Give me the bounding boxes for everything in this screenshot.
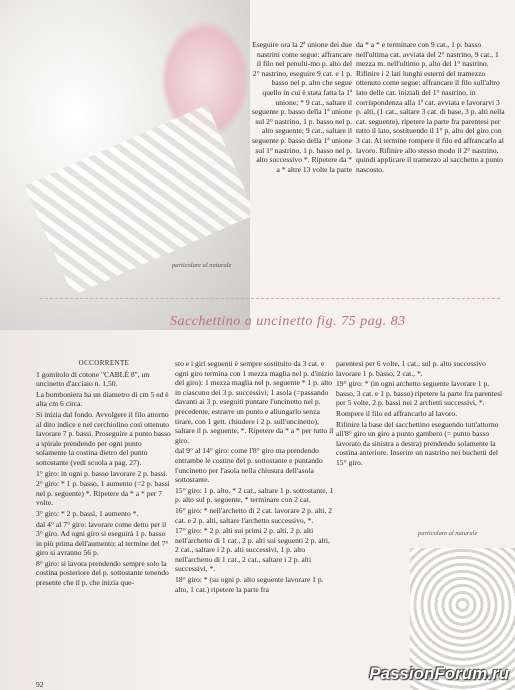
- paragraph: 15° giro: 1 p. alto, * 2 cat., saltare 1 p. sottostante, 1 p. alto sul p. seguente, * terminare con 2 cat.: [175, 485, 334, 505]
- sachet-photo-top: [0, 0, 250, 330]
- paragraph: parentesi per 6 volte, 1 cat., sul p. alto successivo lavorare 1 p. basso, 2 cat., *.: [336, 359, 486, 378]
- page-number: 92: [36, 680, 44, 689]
- paragraph: sto e i giri seguenti è sempre sostituito da 3 cat. e ogni giro termina con 1 mezza maglia nel p. d'inizio del giro): 1 mezza maglia nel p. seguente * 1 p. alto in ciascuno dei 3 p. successivi; 1 asola (=passando davanti ai 3 p. eseguiti puntare l'uncinetto nel p. precedente, estrarre un punto e allungarlo senza tirare, con 1 gett. chiudere i 2 p. sull'uncinetto), saltare il p. seguente, *. Ripetere da * a * per tutto il giro.: [175, 359, 334, 445]
- top-col-b-para: da * a * e terminare con 9 cat., 1 p. basso nell'ultima cat. avviata del 2° nastrino, 9 cat., 1 mezza m. nell'ultimo p. alto del 1° nastrino. Rifinire i 2 lati lunghi esterni del tramezzo ottenuto come segue: affrancare il filo sull'altro lato delle cat. iniziali del 1° nastrino, in corrispondenza alla 1ª cat. avviata e lavorarvi 3 p. alti, (1 cat., saltare 3 cat. di base, 3 p. alti nella cat. seguente), ripetere la parte fra parentesi per tutto il lato, sostituendo il 1° p. alto del giro con 3 cat. Al termine rompere il filo ed affrancarlo al lavoro. Rifinire allo stesso modo il 2° nastrino, quindi applicare il tramezzo al sacchetto a punto nascosto.: [356, 40, 505, 174]
- paragraph: 19° giro: * (in ogni archetto seguente lavorare 1 p. basso, 3 cat. e 1 p. basso) ripetere la parte fra parentesi per 5 volte, 2 p. bassi nei 2 archetti successivi, *.: [336, 379, 503, 408]
- caption-bottom: particolare al naturale: [418, 530, 478, 537]
- paragraph: 1 gomitolo di cotone "CABLÉ 8", un uncinetto d'acciaio n. 1,50.: [36, 369, 150, 389]
- paragraph: 1° giro: in ogni p. basso lavorare 2 p. bassi.: [36, 468, 168, 478]
- materials-heading: OCCORRENTE: [78, 359, 130, 367]
- paragraph: dal 9° al 14° giro: come l'8° giro ma prendendo entrambe le costine del p. sottostante e puntando l'uncinetto per l'asola nella chiusura dell'asola sottostante.: [175, 446, 323, 485]
- paragraph: Rompere il filo ed affrancarlo al lavoro.: [336, 408, 458, 418]
- text-column-3: [336, 359, 504, 469]
- section-title: Sacchettino a uncinetto fig. 75 pag. 83: [170, 314, 406, 329]
- paragraph: 16° giro: * nell'archetto di 2 cat. lavorare 2 p. alti, 2 cat. e 2 p. alti, saltare l'archetto successivo, *.: [175, 505, 333, 525]
- paragraph: 18° giro: * (su ogni p. alto seguente lavorare 1 p. alto, 1 cat.) ripetere la parte fra: [175, 575, 324, 594]
- paragraph: dal 4° al 7° giro: lavorare come detto per il 3° giro. Ad ogni giro si eseguirà 1 p. basso in più prima dell'aumento; al termine del 7° giro si avranno 56 p.: [36, 519, 169, 558]
- paragraph: 17° giro: * 2 p. alti sui primi 2 p. alti, 2 p. alti nell'archetto di 1 cat., 2 p. alti sui seguenti 2 p. alti, 2 cat., saltare i 2 p. alti successivi, 1 p. alto nell'archetto di 1 cat., 2 cat., saltare i 2 p. alti successivi, *.: [175, 526, 330, 574]
- text-column-1: [36, 359, 172, 589]
- top-text-col-a: [252, 40, 352, 175]
- paragraph: 3° giro: * 2 p. bassi, 1 aumento *.: [36, 508, 139, 518]
- top-col-a-para: Eseguire ora la 2ª unione dei due nastrini come segue: affrancare il filo nel penulti-mo p. alto del 2° nastrino, eseguire 9 cat. e 1 p. basso nel p. alto che segue quello in cui è stata fatta la 1ª unione; * 9 cat., saltare il seguente p. basso della 1ª unione sul 2° nastrino, 1 p. basso nel p. alto seguente; 9 cat., saltare il seguente p. basso della 1ª unione sul 1° nastrino, 1 p. basso nel p. alto successivo *. Ripetere da * a * altre 13 volte la parte: [252, 40, 352, 174]
- top-text-col-b: [356, 40, 506, 175]
- caption-top: particolare al naturale: [172, 262, 232, 269]
- paragraph: 2° giro: * 1 p. basso, 1 aumento (=2 p. bassi nel p. seguente) *. Ripetere da * a * per 7 volte.: [36, 479, 170, 508]
- text-column-2: [175, 359, 335, 595]
- paragraph: La bomboniera ha un diametro di cm 5 ed è alta cm 6 circa.: [36, 389, 169, 409]
- watermark: PassionForum.ru: [369, 664, 509, 683]
- section-divider: [40, 298, 500, 299]
- paragraph: Si inizia dal fondo. Avvolgere il filo attorno al dito indice e nel cerchiolino così ottenuto lavorare 7 p. bassi. Proseguire a punto basso a spirale prendendo per ogni punto solamente la costina dietro del punto sottostante (vedi scuola a pag. 27).: [36, 409, 171, 467]
- paragraph: 8° giro: si lavora prendendo sempre solo la costina posteriore del p. sottostante tenendo presente che il p. che inizia que-: [36, 558, 169, 588]
- paragraph: Rifinire la base del sacchettino eseguendo tutt'attorno all'8° giro un giro a punto gambero (= punto basso lavorato da sinistra a destra) prendendo solamente la costina anteriore. Inserire un nastrino nei buchetti del 15° giro.: [336, 419, 499, 467]
